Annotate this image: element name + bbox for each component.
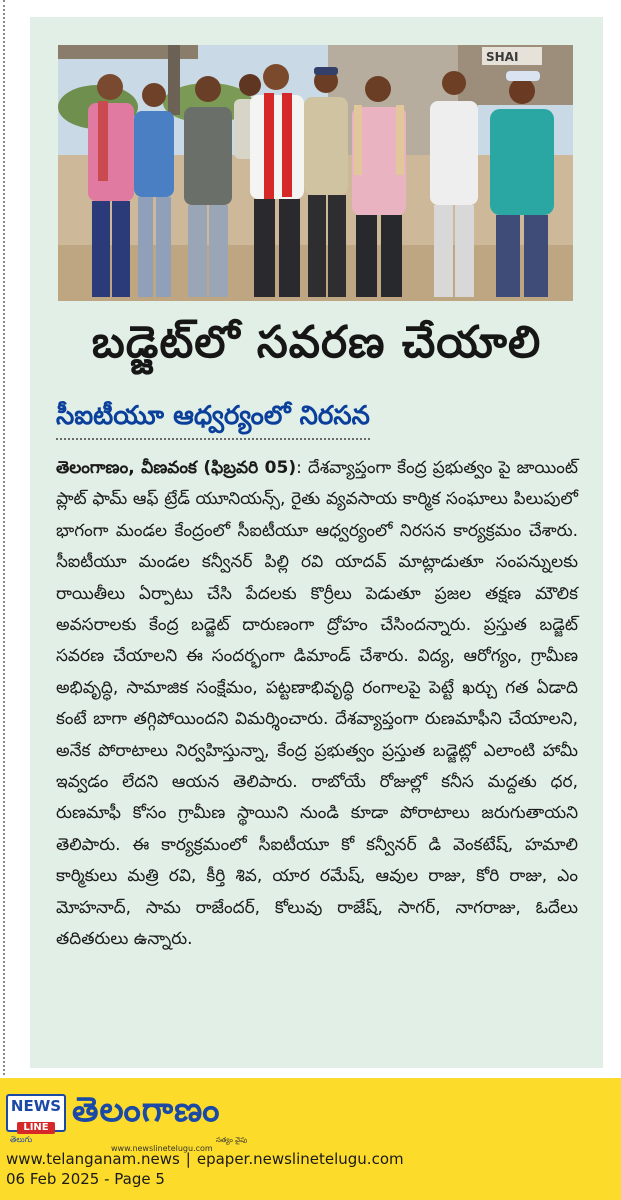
newsline-logo-telugu: తెలుగు bbox=[10, 1135, 33, 1144]
article-dateline: తెలంగాణం, వీణవంక (ఫిబ్రవరి 05) bbox=[56, 458, 297, 478]
newsline-logo bbox=[6, 1094, 66, 1132]
article-photo bbox=[58, 45, 573, 301]
telanganam-logo: తెలంగాణం bbox=[72, 1090, 221, 1130]
article-body-text: : దేశవ్యాప్తంగా కేంద్ర ప్రభుత్వం పై జాయింట్ ప్లాట్ ఫామ్ ఆఫ్ ట్రేడ్ యూనియన్స్, రైతు వ్యవసాయ కార్మిక సంఘాలు పిలుపులో భాగంగా మండల కేంద్రంలో సీఐటీయూ ఆధ్వర్యంలో నిరసన కార్యక్రమం చేశారు. సీఐటీయూ మండల కన్వీనర్ పిల్లి రవి యాదవ్ మాట్లాడుతూ సంపన్నులకు రాయితీలు ఏర్పాటు చేసి పేదలకు కొర్రీలు పెడుతూ ప్రజల తక్షణ మౌలిక అవసరాలకు కేంద్ర బడ్జెట్ దారుణంగా ద్రోహం చేసిందన్నారు. ప్రస్తుత బడ్జెట్ సవరణ చేయాలని ఈ సందర్భంగా డిమాండ్ చేశారు. విద్య, ఆరోగ్యం, గ్రామీణ అభివృద్ధి, సామాజిక సంక్షేమం, పట్టణాభివృద్ధి రంగాలపై పెట్టే ఖర్చు గత ఏడాది కంటే బాగా తగ్గిపోయిందని విమర్శించారు. దేశవ్యాప్తంగా రుణమాఫీని చేయాలని, అనేక పోరాటాలు నిర్వహిస్తున్నా, కేంద్ర ప్రభుత్వం ప్రస్తుత బడ్జెట్లో ఎలాంటి హామీ ఇవ్వడం లేదని ఆయన తెలిపారు. రాబోయే రోజుల్లో కనీస మద్దతు ధర, రుణమాఫీ కోసం గ్రామీణ స్థాయిని నుండి కూడా పోరాటాలు జరుగుతాయని తెలిపారు. ఈ కార్యక్రమంలో సీఐటీయూ కో కన్వీనర్ డి వెంకటేష్, హమాలి కార్మికులు మత్రి రవి, కీర్తి శివ, యార రమేష్, ఆవుల రాజు, కోరి రాజు, ఎం మోహనాద్, సామ రాజేందర్, కోలువు రాజేష్, సాగర్, నాగరాజు, ఓదేలు తదితరులు ఉన్నారు. bbox=[56, 458, 578, 950]
newsline-logo-top: NEWS bbox=[10, 1097, 62, 1115]
article-body bbox=[56, 453, 578, 956]
footer-links bbox=[6, 1149, 404, 1169]
footer-logos bbox=[6, 1090, 266, 1153]
shop-sign-text: SHAI bbox=[486, 50, 519, 64]
telanganam-tagline: సత్యం వైపు bbox=[216, 1136, 248, 1144]
site-link[interactable]: www.telanganam.news bbox=[6, 1150, 180, 1168]
article-subheadline: సీఐటీయూ ఆధ్వర్యంలో నిరసన bbox=[56, 396, 370, 440]
article-headline: బడ్జెట్‌లో సవరణ చేయాలి bbox=[91, 317, 542, 368]
footer-separator: | bbox=[185, 1150, 191, 1168]
newsline-url: www.newslinetelugu.com bbox=[111, 1144, 213, 1153]
group-photo-illustration bbox=[58, 45, 573, 301]
page-footer bbox=[0, 1078, 621, 1200]
newsline-logo-bottom: LINE bbox=[17, 1122, 54, 1134]
person-figure bbox=[304, 67, 348, 297]
page-margin-rule bbox=[3, 0, 5, 1075]
issue-date-page: 06 Feb 2025 - Page 5 bbox=[6, 1170, 165, 1188]
article-card bbox=[30, 17, 603, 1068]
epaper-link[interactable]: epaper.newslinetelugu.com bbox=[196, 1150, 404, 1168]
